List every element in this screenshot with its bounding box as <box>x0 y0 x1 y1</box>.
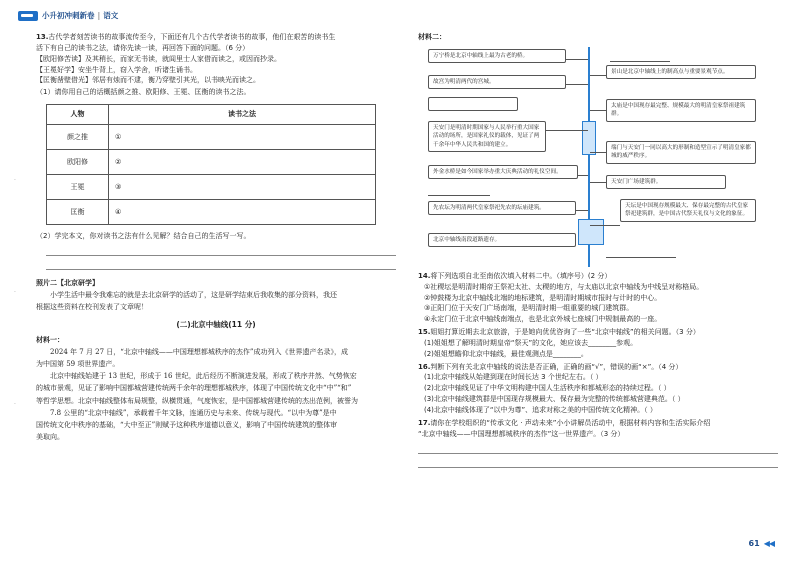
part-title: (二)北京中轴线(11 分) <box>176 320 256 330</box>
diagram-blank-box[interactable] <box>428 97 518 111</box>
diagram-box: 先农坛为明清两代皇家祭祀先农的坛庙建筑。 <box>428 201 576 215</box>
brand-logo-icon <box>18 11 38 21</box>
answer-line[interactable] <box>46 244 396 256</box>
page-header: 小升初冲刺新卷 | 语文 <box>18 10 118 22</box>
axis-diagram <box>428 47 758 267</box>
question-17: 17.请你在学校组织的“传承文化 · 声动未来”小小讲解员活动中，根据材料内容和生活实际介绍 <box>418 418 711 427</box>
diagram-box: 太庙是中国现存最完整、规模最大的明清皇家祭祖建筑群。 <box>606 99 756 122</box>
answer-line[interactable] <box>418 442 778 454</box>
table-row: 王冕 ③ <box>47 175 376 200</box>
sub-question-1: （1）请你用自己的话概括颜之推、欧阳修、王冕、匡衡的读书之法。 <box>36 88 251 97</box>
material-1-title: 材料一： <box>36 335 64 344</box>
material-2-title: 材料二： <box>418 33 446 41</box>
reading-method-table <box>46 104 376 225</box>
story-wangmian: 【王冕好学】安坐牛背上，窃入学舍，听诸生诵书。 <box>36 65 197 74</box>
diagram-box: 天坛是中国现存规模最大、保存最完整的古代皇家祭祀建筑群，是中国古代祭天礼仪与文化的象征。 <box>620 199 756 222</box>
question-number: 13. <box>36 33 49 41</box>
binding-mark: · <box>14 289 16 296</box>
diagram-box: 天安门广场建筑群。 <box>606 175 726 189</box>
sub-question: (1)姐姐想了解明清时期皇帝“祭天”的文化，她应该去________参观。 <box>424 338 638 347</box>
table-row: 颜之推 ① <box>47 125 376 150</box>
right-column: 材料二： 万宁桥是北京中轴线上最为古老的桥。 故宫为明清两代的宫城。 天安门是明清时期国家与人民举行重大国家活动的场所，是国家礼仪的载体，见证了两千余年中华人民共和国的建立。 外金水桥是如今国家举办重大庆典活动的礼仪空间。 先农坛为明清两代皇家祭祀先农的坛庙建筑。 北京中轴线南段道路遗存。 景山是北京中轴线上的制高点与重要景观节点。 太庙是中国现存最完整、规模最大的明清皇家祭祖建筑群。 端门与天安门一同以高大的形制和造型宣示了明清皇家都城的威严秩序。 天安门广场建筑群。 天坛是中国现存规模最大、保存最完整的古代皇家祭祀建筑群，是中国古代祭天礼仪与文化的象征。 14.将下列选项自北至南依次填入材料二中。（填序号）(2 分） ①社稷坛是明清时期帝王祭祀太社、太稷的地方，与太庙以北京中轴线为中线呈对称格局。 ②钟鼓楼为北京中轴线北端的地标建筑，是明清时期城市报时与计时的中心。 ③正阳门位于天安门广场南端，是明清时期一组重要的城门建筑群。 ④永定门位于北京中轴线南端点，也是北京外城七座城门中规制最高的一座。 15.姐姐打算近期去北京旅游，于是她向优优咨询了一些“北京中轴线”的相关问题。（3 分） (1)姐姐想了解明清时期皇帝“祭天”的文化，她应该去________参观。 (2)姐姐想瞻仰北京中轴线，最佳观测点是________。 16.判断下列有关北京中轴线的说法是否正确，正确的画“√”，错误的画“×”。（4 分） (1)北京中轴线从始建到现在时间长达 3 个世纪左右。（ ） (2)北京中轴线见证了中华文明构建中国人生活秩序和都城形态的持续过程。（ ） (3)北京中轴线建筑群是中国现存规模最大、保存最为完整的传统都城营建典范。（ ） (4)北京中轴线体现了“以中为尊”、追求对称之美的中国传统文化精神。（ ） 17.请你在学校组织的“传承文化 · 声动未来”小小讲解员活动中，根据材料内容和生活实际介绍 “北京中轴线——中国理想都城秩序的杰作”这一世界遗产。（3 分） <box>418 32 778 468</box>
diagram-box: 故宫为明清两代的宫城。 <box>428 75 566 89</box>
answer-cell[interactable]: ② <box>109 150 376 175</box>
binding-mark: · <box>14 177 16 184</box>
axis-building-marker <box>578 219 604 245</box>
answer-line[interactable] <box>46 258 396 270</box>
answer-cell[interactable]: ④ <box>109 200 376 225</box>
option-1: ①社稷坛是明清时期帝王祭祀太社、太稷的地方，与太庙以北京中轴线为中线呈对称格局。 <box>424 282 704 291</box>
story-ouyangxiu: 【欧阳修苦读】及其稍长，而家无书读，就闾里士人家借而读之，或因而抄录。 <box>36 54 281 63</box>
table-row: 匡衡 ④ <box>47 200 376 225</box>
table-header-person: 人物 <box>47 105 109 125</box>
diagram-blank-line[interactable] <box>610 61 670 62</box>
left-column: 13.古代学者刻苦读书的故事流传至今，下面还有几个古代学者读书的故事，他们在艰苦的读书生 活下有自己的读书之法，请你先读一读，再回答下面的问题。（6 分） 【欧阳修苦读】及其稍长，而家无书读，就闾里士人家借而读之，或因而抄录。 【王冕好学】安坐牛背上，窃入学舍，听诸生诵书。 【匡衡凿壁借光】邻居有烛而不逮，衡乃穿壁引其光，以书映光而读之。 （1）请你用自己的话概括颜之推、欧阳修、王冕、匡衡的读书之法。 人物 读书之法 颜之推 ① 欧阳修 ② 王冕 ③ 匡衡 ④ （2）学完本文，你对读书之法有什么见解？结合自己的生活写一写。 照片二【北京研学】 小学生活中最令我难忘的就是去北京研学的活动了，这是研学结束后我收集的部分资料，我还 根据这些资料在校刊发表了文章呢！ (二)北京中轴线(11 分) 材料一： 2024 年 7 月 27 日，“北京中轴线——中国理想都城秩序的杰作”成功列入《世界遗产名录》，成 为中国第 59 项世界遗产。 北京中轴线始建于 13 世纪，形成于 16 世纪，此后经历不断演进发展，形成了秩序井然、气势恢宏 的城市景观，见证了影响中国都城营建传统两千余年的理想都城秩序，体现了中国传统文化中“中”“和” 等哲学思想。北京中轴线整体布局规整，纵横贯通，气度恢宏，是中国都城营建传统的杰出范例，被誉为 7.8 公里的“北京中轴线”，承载着千年文脉，连通历史与未来、传统与现代。“以中为尊”是中 国传统文化中秩序的基础，“大中至正”则赋予这种秩序道德以意义，影响了中国传统建筑的整体审 美取向。 <box>36 32 396 444</box>
diagram-box: 景山是北京中轴线上的制高点与重要景观节点。 <box>606 65 756 79</box>
answer-cell[interactable]: ① <box>109 125 376 150</box>
story-kuangheng: 【匡衡凿壁借光】邻居有烛而不逮，衡乃穿壁引其光，以书映光而读之。 <box>36 76 260 85</box>
diagram-blank-line[interactable] <box>428 195 490 196</box>
option-4: ④永定门位于北京中轴线南端点，也是北京外城七座城门中规制最高的一座。 <box>424 315 662 324</box>
brand-name: 小升初冲刺新卷 <box>42 11 95 21</box>
diagram-box: 外金水桥是如今国家举办重大庆典活动的礼仪空间。 <box>428 165 578 179</box>
table-row: 欧阳修 ② <box>47 150 376 175</box>
diagram-box: 万宁桥是北京中轴线上最为古老的桥。 <box>428 49 566 63</box>
diagram-blank-line[interactable] <box>606 257 676 258</box>
statement: (3)北京中轴线建筑群是中国现存规模最大、保存最为完整的传统都城营建典范。（ ） <box>424 395 685 404</box>
axis-building-marker <box>582 121 596 155</box>
diagram-box: 端门与天安门一同以高大的形制和造型宣示了明清皇家都城的威严秩序。 <box>606 141 756 164</box>
statement: (1)北京中轴线从始建到现在时间长达 3 个世纪左右。（ ） <box>424 373 603 382</box>
question-15: 15.姐姐打算近期去北京旅游，于是她向优优咨询了一些“北京中轴线”的相关问题。（3 分） <box>418 328 700 337</box>
question-16: 16.判断下列有关北京中轴线的说法是否正确，正确的画“√”，错误的画“×”。（4 分） <box>418 362 683 371</box>
statement: (2)北京中轴线见证了中华文明构建中国人生活秩序和都城形态的持续过程。（ ） <box>424 384 671 393</box>
answer-line[interactable] <box>418 456 778 468</box>
page-number: 61 ◀◀ <box>749 538 774 550</box>
diagram-box: 北京中轴线南段道路遗存。 <box>428 233 576 247</box>
subject-name: 语文 <box>103 11 119 21</box>
page-arrows-icon: ◀◀ <box>763 538 774 548</box>
table-header-method: 读书之法 <box>109 105 376 125</box>
sub-question-2: （2）学完本文，你对读书之法有什么见解？结合自己的生活写一写。 <box>36 232 251 241</box>
answer-cell[interactable]: ③ <box>109 175 376 200</box>
option-2: ②钟鼓楼为北京中轴线北端的地标建筑，是明清时期城市报时与计时的中心。 <box>424 293 662 302</box>
diagram-box: 天安门是明清时期国家与人民举行重大国家活动的场所，是国家礼仪的载体，见证了两千余年中华人民共和国的建立。 <box>428 121 546 152</box>
option-3: ③正阳门位于天安门广场南端，是明清时期一组重要的城门建筑群。 <box>424 304 634 313</box>
question-13: 13.古代学者刻苦读书的故事流传至今，下面还有几个古代学者读书的故事，他们在艰苦的读书生 活下有自己的读书之法，请你先读一读，再回答下面的问题。（6 分） 【欧阳修苦读】及其稍长，而家无书读，就闾里士人家借而读之，或因而抄录。 【王冕好学】安坐牛背上，窃入学舍，听诸生诵书。 【匡衡凿壁借光】邻居有烛而不逮，衡乃穿壁引其光，以书映光而读之。 （1）请你用自己的话概括颜之推、欧阳修、王冕、匡衡的读书之法。 <box>36 32 396 98</box>
question-14: 14.将下列选项自北至南依次填入材料二中。（填序号）(2 分） <box>418 271 612 280</box>
sub-question: (2)姐姐想瞻仰北京中轴线，最佳观测点是________。 <box>424 349 588 358</box>
statement: (4)北京中轴线体现了“以中为尊”、追求对称之美的中国传统文化精神。（ ） <box>424 405 657 414</box>
binding-mark: · <box>14 401 16 408</box>
photo-title: 照片二【北京研学】 <box>36 278 99 287</box>
